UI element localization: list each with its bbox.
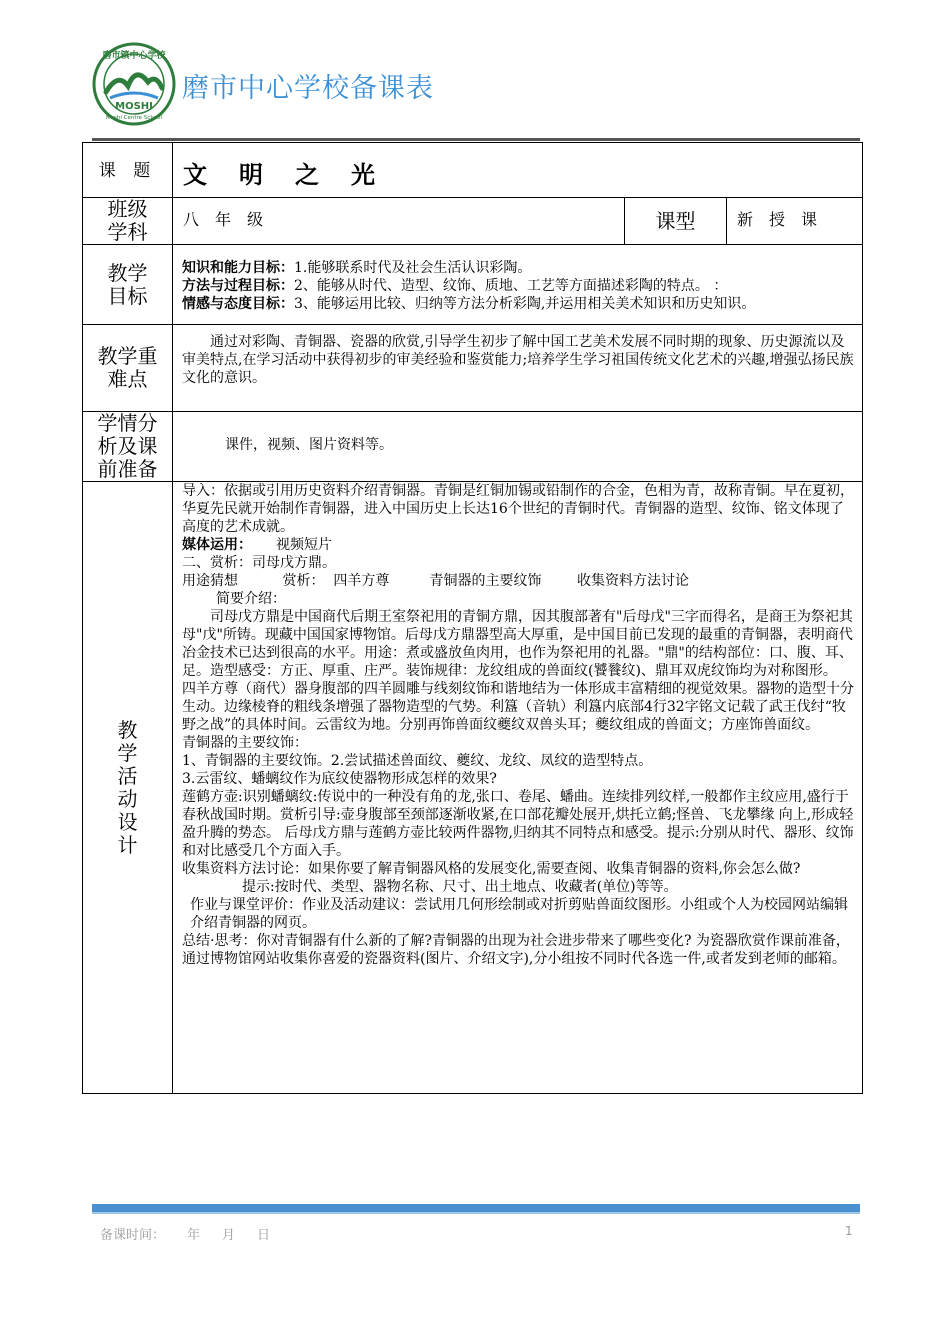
class-subject-value: 八年级 (183, 210, 280, 229)
course-type-cell (727, 198, 863, 245)
activity-collect: 收集资料方法讨论：如果你要了解青铜器风格的发展变化,需要查阅、收集青铜器的资料,你会怎么做? (182, 861, 801, 877)
preparation-text: 课件，视频、图片资料等。 (225, 437, 393, 453)
goals-label: 教学目标 (83, 245, 173, 325)
activity-lianhe: 莲鹤方壶:识别蟠螭纹:传说中的一种没有角的龙,张口、卷尾、蟠曲。连续排列纹样,一般都作主纹应用,盛行于春秋战国时期。赏析引导:壶身腹部至颈部逐渐收紧,在口部花瓣处展开,烘托立鹤;怪兽、飞龙攀缘 向上,形成轻盈升腾的势态。 后母戊方鼎与莲鹤方壶比较两件器物,归纳其不同特点和感受。提示:分别从时代、器形、纹饰和对比感受几个方面入手。 (182, 789, 854, 859)
key-points-cell (173, 325, 863, 412)
activity-tasks: 用途猜想 赏析： 四羊方尊 青铜器的主要纹饰 收集资料方法讨论 (182, 573, 690, 589)
activity-patterns-1: 1、青铜器的主要纹饰。2.尝试描述兽面纹、夔纹、龙纹、凤纹的造型特点。 (182, 753, 653, 769)
activity-hint: 提示:按时代、类型、器物名称、尺寸、出土地点、收藏者(单位)等等。 (242, 879, 678, 895)
activity-patterns-title: 青铜器的主要纹饰： (182, 735, 308, 751)
school-logo (92, 42, 176, 126)
header-rule (92, 138, 860, 141)
lesson-plan-table (82, 142, 863, 1094)
activity-appreciate: 二、赏析：司母戊方鼎。 (182, 555, 336, 571)
course-type-value: 新授课 (737, 210, 834, 229)
goal-method: 方法与过程目标：2、能够从时代、造型、纹饰、质地、工艺等方面描述彩陶的特点。 ： (182, 278, 728, 294)
footer-date: 备课时间： 年 月 日 (100, 1228, 271, 1243)
preparation-label: 学情分析及课前准备 (83, 412, 173, 482)
svg-text:Moshi Centre School: Moshi Centre School (105, 115, 163, 121)
activity-simuwu: 司母戊方鼎是中国商代后期王室祭祀用的青铜方鼎，因其腹部著有"后母戊"三字而得名，是商王为祭祀其母"戊"所铸。现藏中国国家博物馆。后母戊方鼎器型高大厚重，是中国目前已发现的最重的青铜器，表明商代冶金技术已达到很高的水平。用途：煮或盛放鱼肉用，也作为祭祀用的礼器。"鼎"的结构部位：口、腹、耳、足。造型感受：方正、厚重、庄严。装饰规律：龙纹组成的兽面纹(饕餮纹)、鼎耳双虎纹饰均为对称图形。 (182, 609, 853, 679)
preparation-cell (173, 412, 863, 482)
goal-knowledge: 知识和能力目标：1.能够联系时代及社会生活认识彩陶。 (182, 260, 532, 276)
activity-intro: 导入：依据或引用历史资料介绍青铜器。青铜是红铜加锡或铅制作的合金，色相为青，故称青铜。早在夏初，华夏先民就开始制作青铜器，进入中国历史上长达16个世纪的青铜时代。青铜器的造型、纹饰、铭文体现了高度的艺术成就。 (182, 483, 854, 535)
activity-design-label: 教学活动设计 (83, 482, 173, 1094)
topic-label: 课 题 (83, 143, 173, 198)
activity-brief: 简要介绍： (216, 591, 286, 607)
activity-media: 媒体运用： 视频短片 (182, 537, 332, 553)
course-type-label: 课型 (625, 198, 727, 245)
key-points-text: 通过对彩陶、青铜器、瓷器的欣赏,引导学生初步了解中国工艺美术发展不同时期的现象、历史源流以及审美特点,在学习活动中获得初步的审美经验和鉴赏能力;培养学生学习祖国传统文化艺术的兴趣,增强弘扬民族文化的意识。 (182, 334, 854, 386)
footer-bar (92, 1204, 860, 1212)
goal-emotion: 情感与态度目标：3、能够运用比较、归纳等方法分析彩陶,并运用相关美术知识和历史知识。 (182, 296, 756, 312)
goals-cell (173, 245, 863, 325)
school-title: 磨市中心学校备课表 (182, 73, 434, 104)
topic-cell (173, 143, 863, 198)
activity-patterns-3: 3.云雷纹、蟠螭纹作为底纹使器物形成怎样的效果? (182, 771, 497, 787)
activity-design-cell (173, 482, 863, 1094)
class-subject-label: 班级学科 (83, 198, 173, 245)
activity-siyang: 四羊方尊（商代）器身腹部的四羊圆雕与线刻纹饰和谐地结为一体形成丰富精细的视觉效果。器物的造型十分生动。边缘棱脊的粗线条增强了器物造型的气势。利簋（音轨）利簋内底部4行32字铭文记载了武王伐纣“牧野之战”的具体时间。云雷纹为地。分别再饰兽面纹夔纹双兽头耳；夔纹组成的兽面文；方座饰兽面纹。 (182, 681, 854, 733)
topic-value: 文明之光 (183, 161, 407, 189)
key-points-label: 教学重难点 (83, 325, 173, 412)
page-number: 1 (845, 1224, 853, 1238)
activity-homework: 作业与课堂评价：作业及活动建议：尝试用几何形绘制或对折剪贴兽面纹图形。小组或个人为校园网站编辑介绍青铜器的网页。 (190, 897, 848, 931)
class-subject-cell (173, 198, 625, 245)
activity-summary: 总结·思考：你对青铜器有什么新的了解?青铜器的出现为社会进步带来了哪些变化? 为瓷器欣赏作课前准备，通过博物馆网站收集你喜爱的瓷器资料(图片、介绍文字),分小组按不同时代各选一件,或者发到老师的邮箱。 (182, 933, 850, 967)
svg-text:MOSHI: MOSHI (115, 101, 153, 112)
svg-text:磨市镇中心学校: 磨市镇中心学校 (102, 51, 166, 61)
